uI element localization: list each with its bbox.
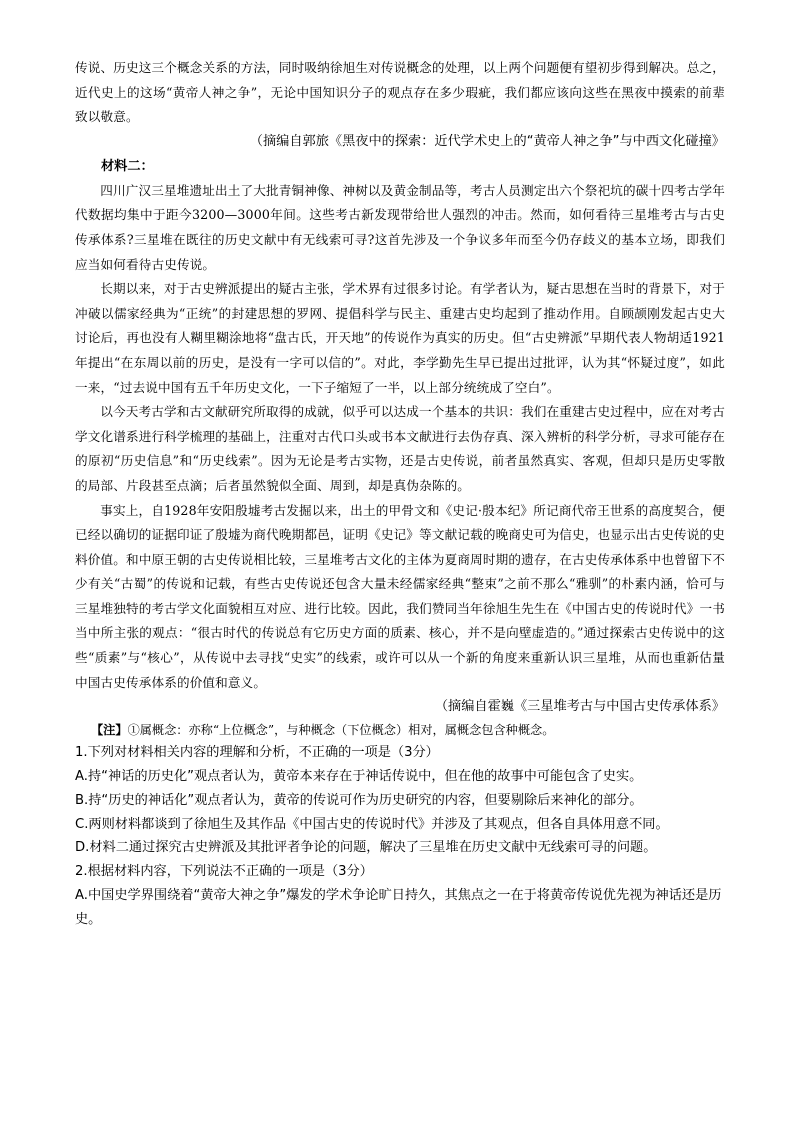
material-2-paragraph: 事实上，自1928年安阳殷墟考古发掘以来，出土的甲骨文和《史记·殷本纪》所记商代帝王世系的高度契合，便已经以确切的证据印证了殷墟为商代晚期都邑，证明《史记》等文献记载的晚商史可为信史，也显示出古史传说的史料价值。和中原王朝的古史传说相比较，三星堆考古文化的主体为夏商周时期的遗存，在古史传承体系中也曾留下不少有关“古蜀”的传说和记载，有些古史传说还包含大量未经儒家经典“整束”之前不那么“雅驯”的朴素内涵，恰可与三星堆独特的考古学文化面貌相互对应、进行比较。因此，我们赞同当年徐旭生先生在《中国古史的传说时代》一书当中所主张的观点：“很古时代的传说总有它历史方面的质素、核心，并不是向壁虚造的。”通过探索古史传说中的这些“质素”与“核心”，从传说中去寻找“史实”的线索，或许可以从一个新的角度来重新认识三星堆，从而也重新估量中国古史传承体系的价值和意义。 [75,502,725,690]
document-page [75,56,725,932]
footnote [75,719,725,741]
footnote-label: 【注】 [91,723,128,738]
question-stem: 2.根据材料内容，下列说法不正确的一项是（3分） [75,864,373,880]
material-2-heading: 材料二： [101,158,154,174]
question-1 [75,741,725,860]
material-2-paragraph: 长期以来，对于古史辨派提出的疑古主张，学术界有过很多讨论。有学者认为，疑古思想在当时的背景下，对于冲破以儒家经典为“正统”的封建思想的罗网、提倡科学与民主、重建古史均起到了推动作用。自顾颉刚发起古史大讨论后，再也没有人糊里糊涂地将“盘古氏，开天地”的传说作为真实的历史。但“古史辨派”早期代表人物胡适1921年提出“在东周以前的历史，是没有一字可以信的”。对此，李学勤先生早已提出过批评，认为其“怀疑过度”，如此一来，“过去说中国有五千年历史文化，一下子缩短了一半，以上部分统统成了空白”。 [75,281,725,395]
question-option: B.持“历史的神话化”观点者认为，黄帝的传说可作为历史研究的内容，但要剔除后来神化的部分。 [75,792,643,808]
question-option: C.两则材料都谈到了徐旭生及其作品《中国古史的传说时代》并涉及了其观点，但各自具体用意不同。 [75,816,669,832]
question-2 [75,860,725,931]
footnote-text: ①属概念：亦称“上位概念”，与种概念（下位概念）相对，属概念包含种概念。 [127,723,555,738]
carryover-paragraph: 传说、历史这三个概念关系的方法，同时吸纳徐旭生对传说概念的处理，以上两个问题便有望初步得到解决。总之，近代史上的这场“黄帝人神之争”，无论中国知识分子的观点存在多少瑕疵，我们都应该向这些在黑夜中摸索的前辈致以敬意。 [75,60,725,125]
question-stem: 1.下列对材料相关内容的理解和分析，不正确的一项是（3分） [75,745,439,761]
question-option: A.持“神话的历史化”观点者认为，黄帝本来存在于神话传说中，但在他的故事中可能包含了史实。 [75,769,643,785]
material-2-paragraph: 以今天考古学和古文献研究所取得的成就，似乎可以达成一个基本的共识：我们在重建古史过程中，应在对考古学文化谱系进行科学梳理的基础上，注重对古代口头或书本文献进行去伪存真、深入辨析的科学分析，寻求可能存在的原初“历史信息”和“历史线索”。因为无论是考古实物，还是古史传说，前者虽然真实、客观，但却只是历史零散的局部、片段甚至点滴；后者虽然貌似全面、周到，却是真伪杂陈的。 [75,404,725,493]
question-option: D.材料二通过探究古史辨派及其批评者争论的问题，解决了三星堆在历史文献中无线索可寻的问题。 [75,840,657,856]
source-citation-1: （摘编自郭旅《黑夜中的探索：近代学术史上的“黄帝人神之争”与中西文化碰撞》 [249,133,725,149]
source-citation-2: （摘编自霍巍《三星堆考古与中国古史传承体系》 [434,699,725,715]
material-2-paragraph: 四川广汉三星堆遗址出土了大批青铜神像、神树以及黄金制品等，考古人员测定出六个祭祀坑的碳十四考古学年代数据均集中于距今3200—3000年间。这些考古新发现带给世人强烈的冲击。然而，如何看待三星堆考古与古史传承体系?三星堆在既往的历史文献中有无线索可寻?这首先涉及一个争议多年而至今仍存歧义的基本立场，即我们应当如何看待古史传说。 [75,182,725,272]
question-option: A.中国史学界围绕着“黄帝大神之争”爆发的学术争论旷日持久，其焦点之一在于将黄帝传说优先视为神话还是历史。 [75,888,722,927]
